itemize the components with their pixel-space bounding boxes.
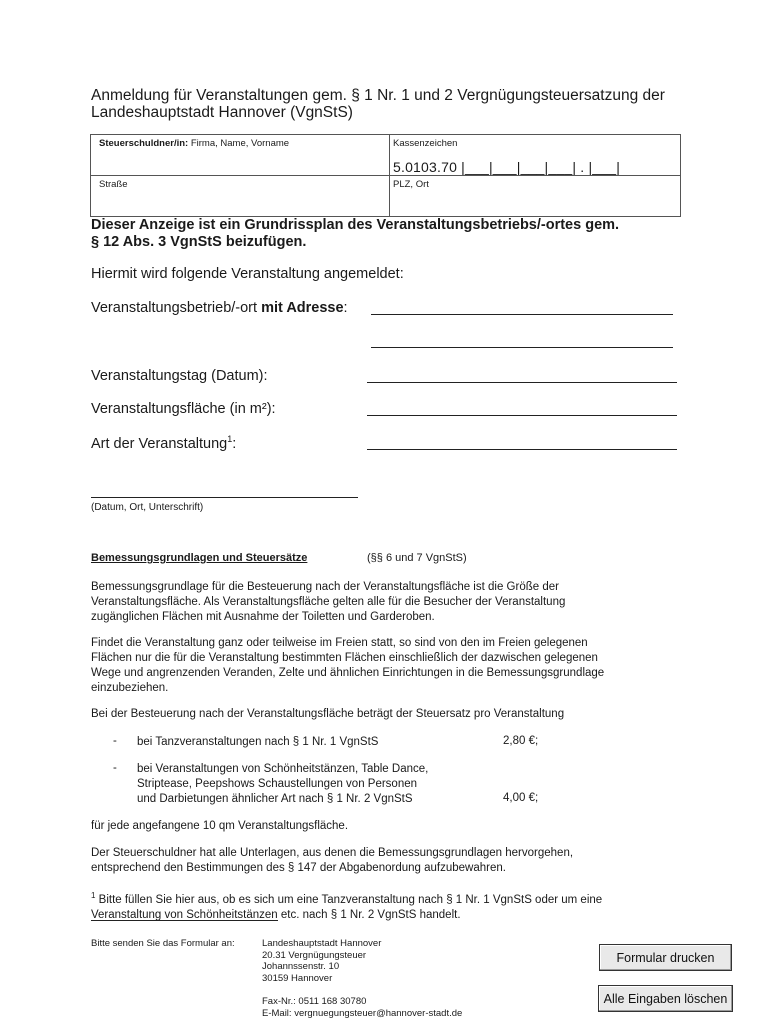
rate-item-dash: - — [113, 762, 117, 774]
send-to-address — [262, 938, 462, 1019]
event-type-label-text: Art der Veranstaltung — [91, 435, 228, 452]
section-heading: Bemessungsgrundlagen und Steuersätze — [91, 552, 308, 564]
footnote-line1 — [91, 888, 691, 908]
debtor-info-table — [90, 134, 681, 217]
event-type-label — [91, 434, 236, 452]
paragraph-line: Veranstaltungsfläche. Als Veranstaltungsfläche gelten alle für die Besucher der Veranstaltung — [91, 596, 566, 608]
floorplan-notice-line2: § 12 Abs. 3 VgnStS beizufügen. — [91, 234, 307, 250]
rate-item-dash: - — [113, 735, 117, 747]
paragraph-line: Bemessungsgrundlage für die Besteuerung nach der Veranstaltungsfläche ist die Größe der — [91, 581, 559, 593]
zip-city-field-label: PLZ, Ort — [393, 179, 429, 190]
print-form-button[interactable]: Formular drucken — [599, 944, 732, 971]
footnote-separator — [91, 920, 278, 921]
floorplan-notice — [91, 217, 691, 251]
address-line: 30159 Hannover — [262, 972, 333, 984]
paragraph-line: zugänglichen Flächen mit Ausnahme der Toiletten und Garderoben. — [91, 611, 435, 623]
debtor-label-rest: Firma, Name, Vorname — [188, 138, 290, 149]
table-divider-horizontal — [91, 175, 680, 176]
paragraph-tax-rate-intro: Bei der Besteuerung nach der Veranstaltungsfläche beträgt der Steuersatz pro Veranstaltung — [91, 708, 565, 720]
paragraph-line: einzubeziehen. — [91, 682, 169, 694]
floorplan-notice-line1: Dieser Anzeige ist ein Grundrissplan des Veranstaltungsbetriebs/-ortes gem. — [91, 217, 620, 233]
event-date-label: Veranstaltungstag (Datum): — [91, 368, 268, 384]
rate-item-dance-value: 2,80 €; — [503, 735, 539, 747]
rate-item-striptease-value: 4,00 €; — [503, 792, 539, 804]
rate-item-line: und Darbietungen ähnlicher Art nach § 1 Nr. 2 VgnStS — [137, 793, 413, 805]
cashier-number-field[interactable]: 5.0103.70 |___|___|___|___| . |___| — [393, 159, 621, 175]
event-area-label: Veranstaltungsfläche (in m²): — [91, 401, 276, 417]
venue-label-part3: : — [343, 300, 348, 316]
rate-item-line: Striptease, Peepshows Schaustellungen von Personen — [137, 778, 418, 790]
form-title-line1: Anmeldung für Veranstaltungen gem. § 1 Nr. 1 und 2 Vergnügungsteuersatzung der — [91, 87, 665, 104]
clear-all-inputs-button[interactable]: Alle Eingaben löschen — [598, 985, 733, 1012]
street-field-label: Straße — [99, 179, 128, 190]
venue-label-part1: Veranstaltungsbetrieb/-ort — [91, 300, 262, 316]
event-type-label-colon: : — [232, 435, 237, 452]
paragraph-line: Flächen nur die für die Veranstaltung bestimmten Flächen einschließlich der dazwischen gelegenen — [91, 652, 598, 664]
venue-input-line2[interactable] — [371, 347, 673, 348]
section-reference: (§§ 6 und 7 VgnStS) — [367, 552, 467, 564]
footnote-line2: Veranstaltung von Schönheitstänzen etc. nach § 1 Nr. 2 VgnStS handelt. — [91, 908, 461, 921]
paragraph-line: Wege und angrenzenden Veranden, Zelte und ähnlichen Einrichtungen in die Bemessungsgrundlage — [91, 667, 605, 679]
form-title — [91, 87, 711, 121]
paragraph-assessment-basis — [91, 580, 671, 625]
footnote-text1: Bitte füllen Sie hier aus, ob es sich um eine Tanzveranstaltung nach § 1 Nr. 1 VgnStS oder um eine — [95, 893, 603, 906]
event-area-input[interactable] — [367, 415, 677, 416]
signature-input-line[interactable] — [91, 497, 358, 498]
address-line: Landeshauptstadt Hannover — [262, 938, 382, 949]
signature-caption: (Datum, Ort, Unterschrift) — [91, 502, 204, 513]
fax-number: Fax-Nr.: 0511 168 30780 — [262, 996, 367, 1007]
rate-item-striptease-text — [137, 762, 428, 807]
cashier-field-label: Kassenzeichen — [393, 138, 458, 149]
debtor-label-bold: Steuerschuldner/in: — [99, 138, 189, 149]
rate-item-dance-text: bei Tanzveranstaltungen nach § 1 Nr. 1 VgnStS — [137, 736, 379, 748]
intro-text: Hiermit wird folgende Veranstaltung angemeldet: — [91, 266, 404, 282]
paragraph-per-area: für jede angefangene 10 qm Veranstaltungsfläche. — [91, 820, 349, 832]
paragraph-line: Der Steuerschuldner hat alle Unterlagen, aus denen die Bemessungsgrundlagen hervorgehen, — [91, 847, 574, 859]
debtor-field-label — [99, 138, 289, 149]
footnote-mark: 1 — [91, 891, 96, 900]
send-to-label: Bitte senden Sie das Formular an: — [91, 938, 235, 949]
paragraph-line: entsprechend den Bestimmungen des § 147 der Abgabenordung aufzubewahren. — [91, 862, 506, 874]
form-title-line2: Landeshauptstadt Hannover (VgnStS) — [91, 104, 353, 121]
paragraph-line: Findet die Veranstaltung ganz oder teilweise im Freien statt, so sind von den im Freien gelegenen — [91, 637, 588, 649]
address-line: Johannssenstr. 10 — [262, 961, 340, 972]
address-line: 20.31 Vergnügungsteuer — [262, 949, 367, 961]
event-type-footnote-mark: 1 — [227, 434, 233, 444]
footnote — [91, 888, 691, 923]
venue-label-part2: mit Adresse — [261, 300, 344, 316]
event-type-input[interactable] — [367, 449, 677, 450]
paragraph-outdoor — [91, 636, 671, 696]
paragraph-records — [91, 846, 671, 876]
venue-label — [91, 300, 348, 316]
email-address: E-Mail: vergnuegungsteuer@hannover-stadt.de — [262, 1007, 463, 1019]
event-date-input[interactable] — [367, 382, 677, 383]
rate-item-line: bei Veranstaltungen von Schönheitstänzen, Table Dance, — [137, 763, 429, 775]
venue-input-line1[interactable] — [371, 314, 673, 315]
